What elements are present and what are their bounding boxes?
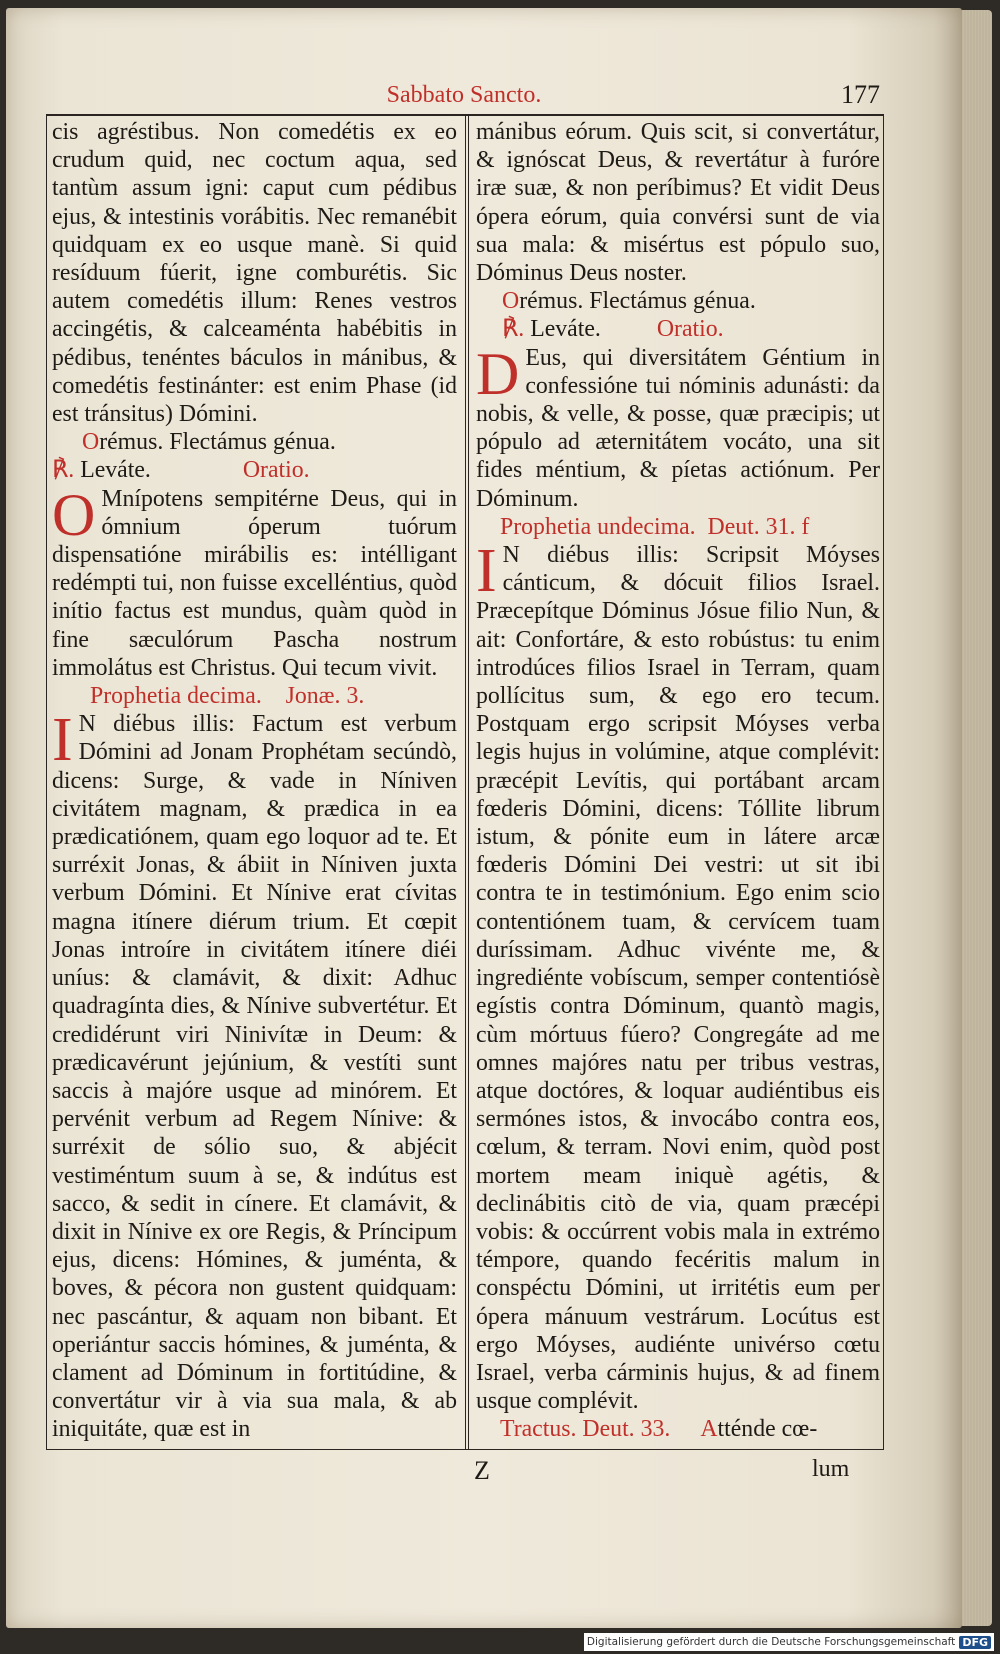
digitization-credit	[584, 1633, 994, 1651]
oremus-text: rémus. Flectámus génua.	[519, 288, 756, 315]
collect-prayer	[52, 481, 457, 682]
response-line	[52, 456, 457, 484]
bottom-rule	[46, 1449, 884, 1450]
prophecy-reading	[476, 537, 880, 1415]
oratio-heading: Oratio.	[656, 316, 724, 343]
credit-text: Digitalisierung gefördert durch die Deutsche Forschungsgemeinschaft	[586, 1636, 956, 1648]
reading-text: N diébus illis: Scripsit Móyses cánticum, & dócuit filios Israel. Præcepítque Dóminus Jósue filio Nun, & ait: Confortáre, & esto robústus: tu enim introdúces filios Israel in Terram, quam pollícitus sum, & ego ero tecum. Postquam ergo scripsit Móyses verba legis hujus in volúmine, atque complévit: præcépit Levítis, qui portábant arcam fœderis Dómini, dicens: Tóllite librum istum, & pónite eum in látere arcæ fœderis Dómini Dei vestri: ut sit ibi contra te in testimónium. Ego enim scio contentiónem tuam, & cervícem tuam duríssimam. Adhuc vivénte me, & ingrediénte vobíscum, semper contentiósè egístis contra Dóminum, quantò magis, cùm mórtuus fúero? Congregáte ad me omnes majóres natu per tribus vestras, atque doctóres, & loquar audiéntibus eis sermónes istos, & invocábo contra eos, cœlum, & terram. Novi enim, quòd post mortem meam iniquè agétis, & declinábitis citò de via, quam præcépi vobis: & occúrrent vobis mala in extrémo témpore, quando fecéritis malum in conspéctu Dómini, ut irritétis eum per ópera mánuum vestrárum. Locútus est ergo Móyses, audiénte univérso cœtu Israel, verba cárminis hujus, & ad finem usque complévit.	[476, 542, 880, 1415]
prophecy-reference: Jonæ. 3.	[285, 683, 365, 710]
page-number: 177	[841, 80, 880, 109]
reading-continuation: cis agréstibus. Non comedétis ex eo crudum quid, nec coctum aqua, sed tantùm assum igni: caput cum pédibus ejus, & intestinis vorábitis. Nec remanébit quidquam ex eo usque manè. Si quid resíduum fúerit, igne comburétis. Sic autem comedétis illum: Renes vestros accingétis, & calceaménta habébitis in pédibus, tenéntes báculos in mánibus, & comedétis festinánter: est enim Phase (id est tránsitus) Dómini.	[52, 119, 457, 428]
tract-text: tténde cœ-	[717, 1416, 818, 1443]
tract-initial: A	[700, 1416, 718, 1443]
response-mark: ℟.	[502, 316, 525, 343]
response-line	[476, 315, 880, 343]
page-edges	[962, 10, 992, 1626]
prophecy-title: Prophetia undecima.	[500, 513, 696, 540]
oremus-line	[52, 428, 457, 456]
running-head	[46, 78, 882, 112]
tract-line	[476, 1415, 880, 1443]
prayer-text: Eus, qui diversitátem Géntium in confessióne tui nóminis adunásti: da nobis, & velle, & posse, quæ præcipis; ut pópulo ad æternitátem vocáto, una sit fides méntium, & píetas actiónum. Per Dóminum.	[476, 344, 880, 512]
signature-mark: Z	[474, 1456, 490, 1485]
oremus-line	[476, 287, 880, 315]
tract-heading: Tractus. Deut. 33.	[500, 1416, 671, 1443]
prophecy-reading	[52, 706, 457, 1443]
right-column	[476, 118, 880, 1448]
reading-drop-initial: I	[52, 706, 73, 775]
prophecy-heading	[476, 513, 880, 541]
prayer-drop-initial: O	[52, 481, 96, 548]
oremus-initial: O	[502, 288, 520, 315]
running-title: Sabbato Sancto.	[386, 82, 542, 108]
prophecy-reference: Deut. 31. f	[707, 513, 810, 540]
prayer-text: Mnípotens sempitérne Deus, qui in ómnium óperum tuórum dispensatióne mirábilis es: intélligant redémpti tui, non fuisse excelléntius, quòd inítio factus est mundus, quàm quòd in fine sæculórum Pascha nostrum immolátus est Christus. Qui tecum vivit.	[52, 485, 457, 681]
oratio-heading: Oratio.	[242, 457, 310, 484]
left-column	[52, 118, 457, 1448]
prophecy-heading	[52, 682, 457, 710]
prophecy-title: Prophetia decima.	[90, 683, 262, 710]
levate-text: Leváte.	[80, 457, 151, 484]
oremus-text: rémus. Flectámus génua.	[99, 429, 336, 456]
collect-prayer	[476, 340, 880, 513]
reading-continuation: mánibus eórum. Quis scit, si convertátur, & ignóscat Deus, & revertátur à furóre iræ suæ, & non períbimus? Et vidit Deus ópera eórum, quia convérsi sunt de via sua mala: & misértus est pópulo suo, Dóminus Deus noster.	[476, 119, 880, 287]
oremus-initial: O	[82, 429, 100, 456]
levate-text: Leváte.	[530, 316, 601, 343]
catchword: lum	[812, 1456, 850, 1482]
reading-text: N diébus illis: Factum est verbum Dómini ad Jonam Prophétam secúndò, dicens: Surge, & vade in Níniven civitátem magnam, & prædica in ea prædicatiónem, quam ego loquor ad te. Et surréxit Jonas, & ábiit in Níniven juxta verbum Dómini. Et Nínive erat cívitas magna itínere diérum trium. Et cœpit Jonas introíre in civitátem itínere diéi uníus: & clamávit, & dixit: Adhuc quadragínta dies, & Nínive subvertétur. Et credidérunt viri Ninivítæ in Deum: & prædicavérunt jejúnium, & vestíti sunt saccis à majóre usque ad minórem. Et pervénit verbum ad Regem Nínive: & surréxit de sólio suo, & abjécit vestiméntum suum à se, & indútus est sacco, & sedit in cínere. Et clamávit, & dixit in Nínive ex ore Regis, & Príncipum ejus, dicens: Hómines, & juménta, & boves, & pécora non gustent quidquam: nec pascántur, & aquam non bibant. Et operiántur saccis hómines, & juménta, & clament ad Dóminum in fortitúdine, & convertátur vir à via sua mala, & ab iniquitáte, quæ est in	[52, 711, 457, 1443]
prayer-drop-initial: D	[476, 340, 520, 407]
response-mark: ℟.	[52, 457, 75, 484]
dfg-logo: DFG	[959, 1636, 991, 1649]
reading-drop-initial: I	[476, 537, 497, 606]
